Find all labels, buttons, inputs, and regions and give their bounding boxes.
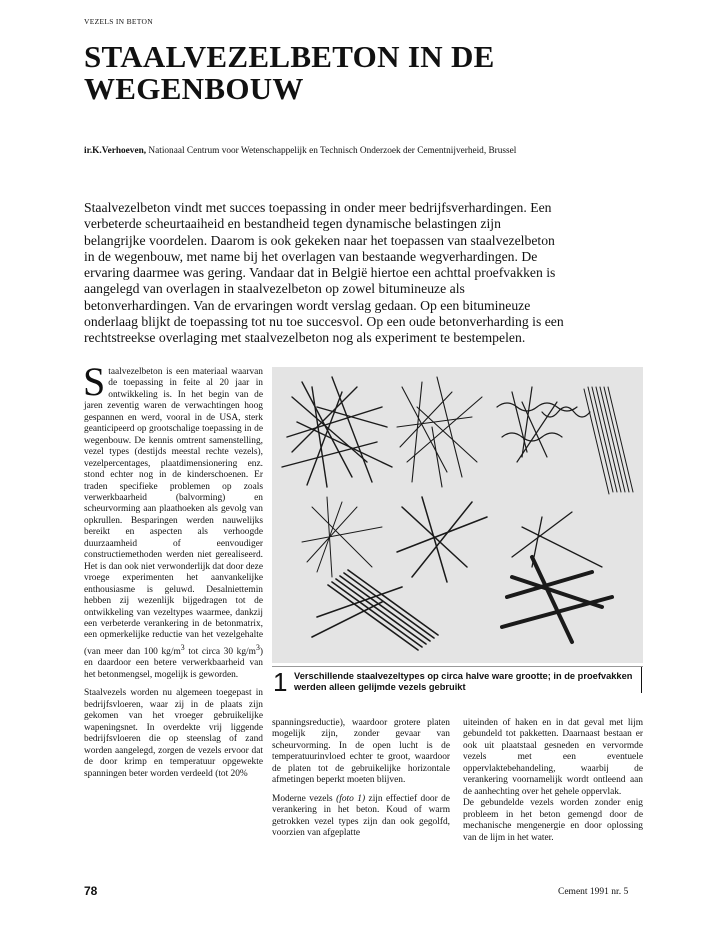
author-line [84,146,684,156]
paragraph [272,794,450,840]
title-line-2: WEGENBOUW [84,71,304,106]
author-affiliation: Nationaal Centrum voor Wetenschappelijk en Technisch Onderzoek der Cementnijverheid, Brussel [148,146,517,156]
paragraph-text-mid: tot circa 30 kg/m [184,647,256,657]
paragraph: Staalvezels worden nu algemeen toegepast in bedrijfsvloeren, waar zij in de plaats zijn gekomen van het vroeger gebruikelijke wapeningsnet. In overdekte vrij liggende bedrijfsvloeren die op steenslag of zand worden aangelegd, zorgen de vezels ervoor dat de door krimp en temperatuur opgewekte spanningen beter worden verdeeld (tot 20% [84,688,263,779]
drop-cap: S [83,359,106,404]
paragraph: uiteinden of haken en in dat geval met lijm gebundeld tot pakketten. Daarnaast bestaan er ook uit plaatstaal gesneden en vervormde vezels met een eventuele oppervlaktebehandeling, waarbij de verankering voornamelijk wordt ontleend aan de aanhechting over het gehele oppervlak. [463,718,643,797]
paragraph-text-end: zijn effectief door de verankering in het beton. Koud of warm getrokken vezel types zijn dan ook gegolfd, voorzien van afgeplatte [272,793,450,839]
caption-text: Verschillende staalvezeltypes op circa halve ware grootte; in de proefvakken werden alleen gelijmde vezels gebruikt [294,671,633,692]
caption-rule [641,667,642,693]
photo-image [272,367,643,663]
caption-number: 1 [273,667,288,697]
journal-reference: Cement 1991 nr. 5 [558,887,629,897]
title-line-1: STAALVEZELBETON IN DE [84,39,495,74]
superscript: 3 [180,642,185,652]
paragraph-text-start: taalvezelbeton is een materiaal waarvan de toepassing in feite al 20 jaar in ontwikkeling is. In het begin van de jaren zeventig waren de verwachtingen hoog gespannen en werd, vooral in de USA, sterk geanticipeerd op grootschalige toepassing in de wegenbouw. De kennis omtrent samenstelling, vezel types (destijds meestal rechte vezels), vezelpercentages, plaatdimensionering enz. stond echter nog in de kinderschoenen. Er traden specifieke problemen op zoals verwerkbaarheid (balvorming) en scheurvorming aan plaathoeken als gevolg van opkrullen. Besparingen werden nauwelijks bereikt en aspecten als verhoogde duurzaamheid of eenvoudiger constructiemethoden werden niet gerealiseerd. Het is dan ook niet verwonderlijk dat door deze vroege experimenten het aanvankelijke enthousiasme is geluwd. Desalniettemin hebben zij wezenlijk bijgedragen tot de ontwikkeling van vezeltypes waarmee, dankzij een verbeterde verankering in de betonmatrix, een opmerkelijke reductie van het vezelgehalte (van meer dan 100 kg/m [84,367,263,657]
paragraph: spanningsreductie), waardoor grotere platen mogelijk zijn, zonder gevaar van scheurvorming. In de open lucht is de temperatuurinvloed echter te groot, waardoor de platen tot de gebruikelijke horizontale afmetingen beperkt moeten blijven. [272,718,450,786]
fiber-types-photo [272,367,643,663]
author-name: ir.K.Verhoeven, [84,146,147,156]
section-label: VEZELS IN BETON [84,17,153,26]
paragraph: De gebundelde vezels worden zonder enig probleem in het beton gemengd door de mechanische mengenergie en door oplossing van de lijm in het water. [463,798,643,843]
paragraph-text-start: Moderne vezels [272,793,337,804]
photo-caption [272,666,643,697]
photo-reference: (foto 1) [336,793,366,804]
article-title [84,41,644,105]
paragraph [83,359,263,681]
page-number: 78 [84,884,98,898]
body-column-1 [83,359,263,787]
body-column-3 [463,718,643,851]
body-column-2 [272,718,450,847]
lead-paragraph: Staalvezelbeton vindt met succes toepassing in onder meer bedrijfsverhardingen. Een verbeterde scheurtaaiheid en bestandheid tegen dynamische belastingen zijn belangrijke voordelen. Daarom is ook gekeken naar het toepassen van staalvezelbeton in de wegenbouw, met name bij het overlagen van bestaande wegverhardingen. De ervaring daarmee was gering. Vandaar dat in België hiertoe een achttal proefvakken is aangelegd van overlagen in staalvezelbeton op zowel bitumineuze als betonverhardingen. Van de ervaringen wordt verslag gedaan. Op een bitumineuze onderlaag blijkt de toepassing tot nu toe succesvol. Op een oude betonverharding is een rechtstreekse overlaging met staalvezelbeton nog als experiment te bestempelen. [84,200,564,346]
paragraph-text-end: ) en daardoor een betere verwerkbaarheid van het betonmengsel, mogelijk is geworden. [84,647,263,680]
superscript: 3 [255,642,260,652]
